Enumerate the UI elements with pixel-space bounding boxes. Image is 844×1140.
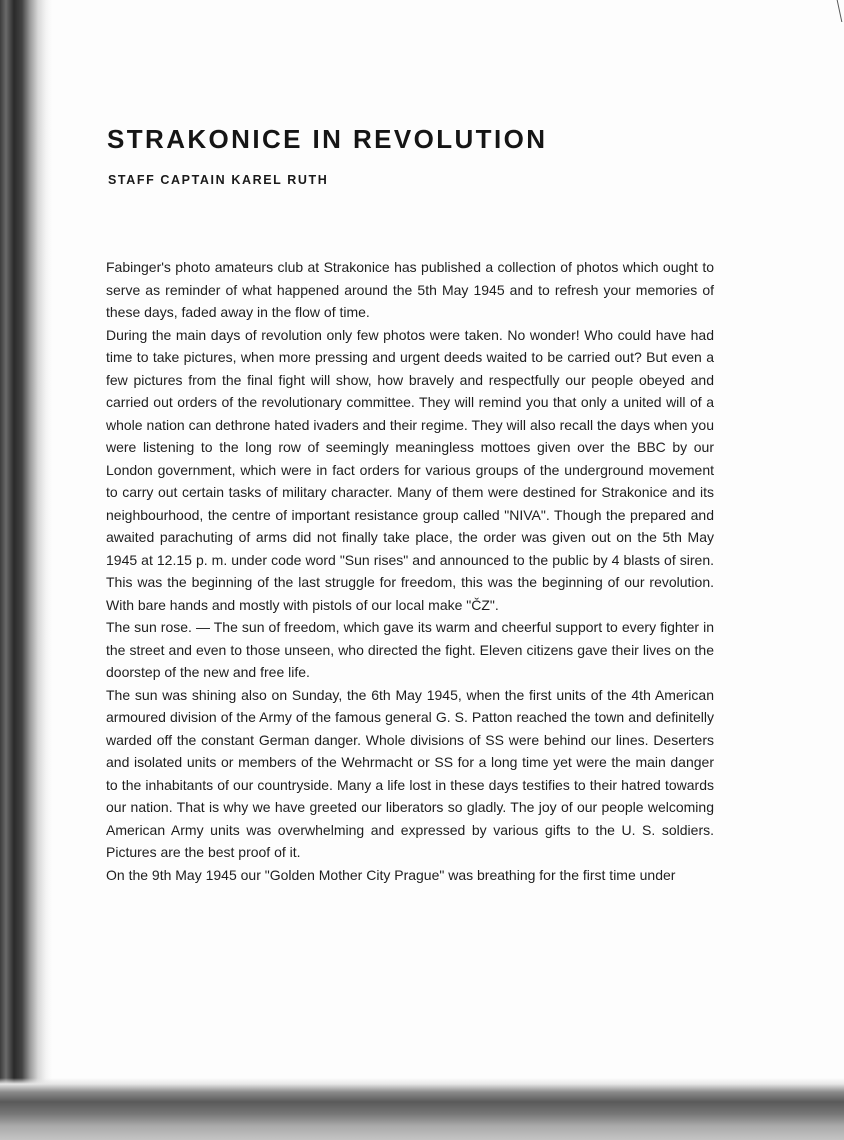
paragraph: The sun rose. — The sun of freedom, which gave its warm and cheerful support to every fighter in the street and even to those unseen, who directed the fight. Eleven citizens gave their lives on the doorstep of the new and free life.: [106, 619, 714, 680]
paragraph: During the main days of revolution only few photos were taken. No wonder! Who could have had time to take pictures, when more pressing and urgent deeds waited to be carried out? But even a few pictures from the final fight will show, how bravely and respectfully our people obeyed and carried out orders of the revolutionary committee. They will remind you that only a united will of a whole nation can dethrone hated ivaders and their regime. They will also recall the days when you were listening to the long row of seemingly meaningless mottoes given over the BBC by our London government, which were in fact orders for various groups of the underground movement to carry out certain tasks of military character. Many of them were destined for Strakonice and its neighbourhood, the centre of important resistance group called "NIVA". Though the prepared and awaited parachuting of arms did not finally take place, the order was given out on the 5th May 1945 at 12.15 p. m. under code word "Sun rises" and announced to the public by 4 blasts of siren. This was the beginning of the last struggle for freedom, this was the beginning of our revolution. With bare hands and mostly with pistols of our local make "ČZ".: [106, 326, 714, 613]
scanner-shadow: [0, 1078, 844, 1140]
paragraph: The sun was shining also on Sunday, the 6th May 1945, when the first units of the 4th American armoured division of the Army of the famous general G. S. Patton reached the town and definitelly warded off the constant German danger. Whole divisions of SS were behind our lines. Deserters and isolated units or members of the Wehrmacht or SS for a long time yet were the main danger to the inhabitants of our countryside. Many a life lost in these days testifies to their hatred towards our nation. That is why we have greeted our liberators so gladly. The joy of our people welcoming American Army units was overwhelming and expressed by various gifts to the U. S. soldiers. Pictures are the best proof of it.: [106, 686, 714, 860]
paragraph: On the 9th May 1945 our "Golden Mother City Prague" was breathing for the first time under: [106, 866, 676, 883]
binding-gutter-shadow: [0, 0, 52, 1140]
page-edge-mark: [827, 0, 843, 22]
article-title: STRAKONICE IN REVOLUTION: [107, 124, 548, 154]
article-author: STAFF CAPTAIN KAREL RUTH: [108, 173, 329, 187]
article-body: [106, 256, 714, 886]
paragraph: Fabinger's photo amateurs club at Strakonice has published a collection of photos which ought to serve as reminder of what happened around the 5th May 1945 and to refresh your memories of these days, faded away in the flow of time.: [106, 259, 714, 320]
